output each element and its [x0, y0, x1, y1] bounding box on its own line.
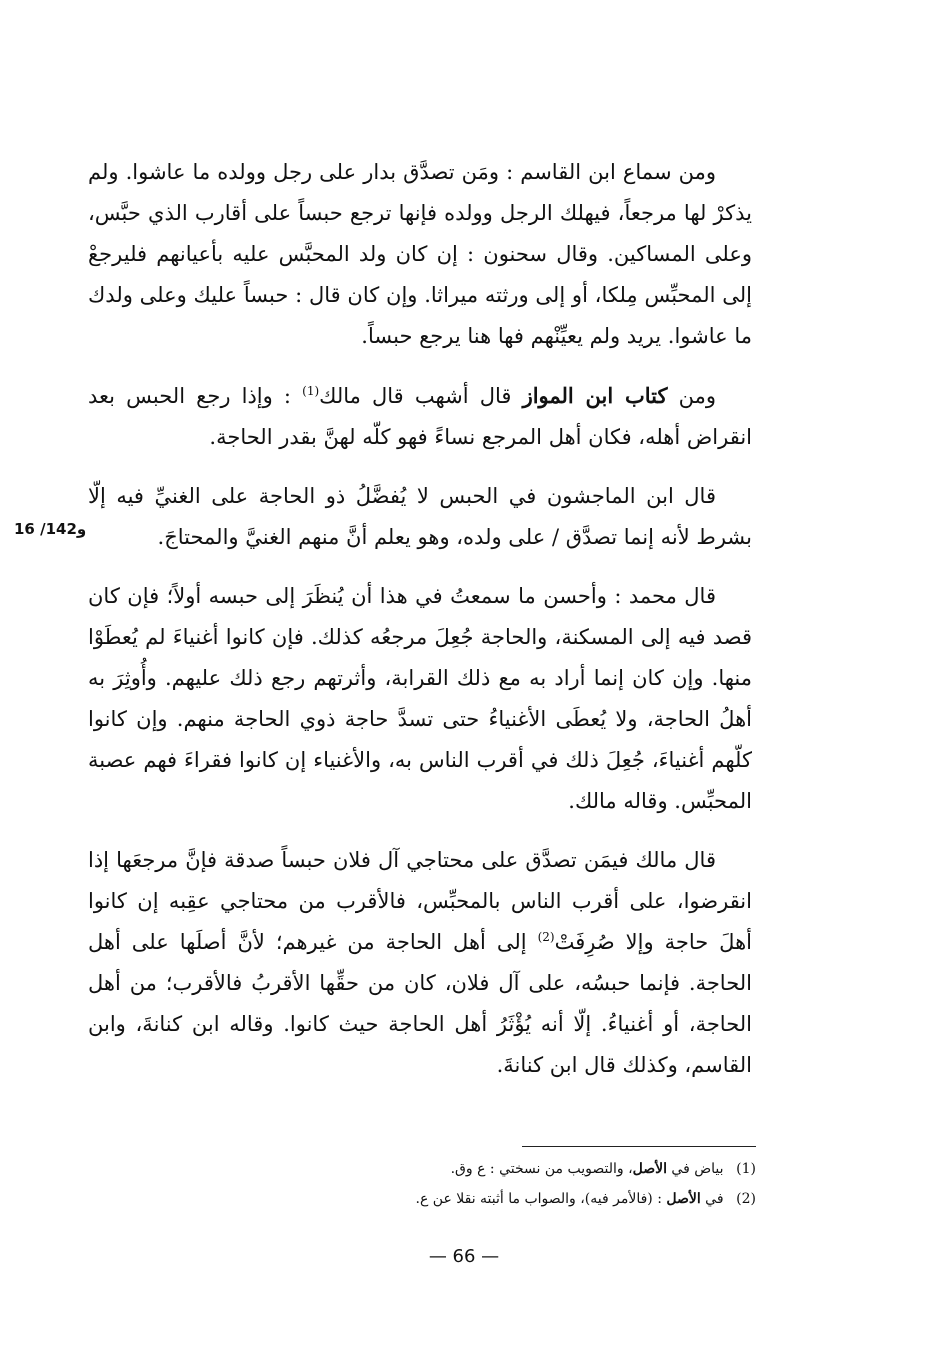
footnote-bold: الأصل [632, 1161, 667, 1177]
footnote-bold: الأصل [666, 1191, 701, 1207]
footnote-text: : (فالأمر فيه)، والصواب ما أثبته نقلا عن ع. [415, 1191, 667, 1207]
manuscript-folio-note: 16 /142و [14, 520, 87, 538]
footnote-text: بياض في [666, 1161, 724, 1177]
footnote-1 [300, 1154, 756, 1184]
paragraph-2 [88, 375, 752, 458]
paragraph-text: قال مالك فيمَن تصدَّق على محتاجي آل فلان حبساً صدقة فإنَّ مرجعَها إذا انقرضوا، على أقرب الناس بالمحبِّس، فالأقرب من محتاجي عقِبه إن كانوا أهلَ حاجة وإلا صُرِفَتْ [88, 848, 752, 954]
footnote-number: (1) [736, 1161, 756, 1177]
footnote-ref: (2) [537, 930, 555, 944]
paragraph-text: ومن سماع ابن القاسم : ومَن تصدَّق بدار على رجل وولده ما عاشوا. ولم يذكرْ لها مرجعاً، فيهلك الرجل وولده فإنها ترجع حبساً على أقارب الذي حبَّس، وعلى المساكين. وقال سحنون : إن كان ولد المحبَّس عليه بأعيانهم فليرجعْ إلى المحبِّس مِلكا، أو إلى ورثته ميراثا. وإن كان قال : حبساً عليك وعلى ولدك ما عاشوا. يريد ولم يعيِّنْهم فها هنا يرجع حبساً. [88, 160, 752, 348]
main-text [88, 152, 752, 1104]
paragraph-text: قال أشهب قال مالك [319, 384, 523, 408]
paragraph-text: : وإذا رجع الحبس بعد انقراض أهله، فكان أهل المرجع نساءً فهو كلّه لهنَّ بقدر الحاجة. [88, 384, 752, 449]
paragraph-3 [88, 476, 752, 558]
book-title: كتاب ابن المواز [522, 383, 668, 408]
paragraph-text: إلى أهل الحاجة من غيرهم؛ لأنَّ أصلَها على أهل الحاجة. فإنما حبسُه، على آل فلان، كان من حقِّها الأقربُ فالأقرب؛ من أهل الحاجة، أو أغنياءُ. إلّا أنه يُؤْثَرُ أهل الحاجة حيث كانوا. وقاله ابن كنانةَ، وابن القاسم، وكذلك قال ابن كنانةَ. [88, 930, 752, 1077]
paragraph-text: ومن [667, 384, 716, 408]
paragraph-1 [88, 152, 752, 357]
footnote-2 [300, 1184, 756, 1214]
paragraph-4 [88, 576, 752, 822]
footnote-text: في [700, 1191, 724, 1207]
paragraph-5 [88, 840, 752, 1086]
footnote-text: ، والتصويب من نسختي : ع وق. [450, 1161, 633, 1177]
page-number: — 66 — [428, 1246, 500, 1267]
footnote-ref: (1) [302, 384, 320, 398]
paragraph-text: قال ابن الماجشون في الحبس لا يُفضَّلُ ذو الحاجة على الغنيِّ فيه إلّا بشرط لأنه إنما تصدَّق / على ولده، وهو يعلم أنَّ منهم الغنيَّ والمحتاجَ. [88, 484, 752, 549]
footnote-number: (2) [736, 1191, 756, 1207]
footnotes [300, 1154, 756, 1214]
paragraph-text: قال محمد : وأحسن ما سمعتُ في هذا أن يُنظَرَ إلى حبسه أولاً؛ فإن كان قصد فيه إلى المسكنة، والحاجة جُعِلَ مرجعُه كذلك. فإن كانوا أغنياءَ لم يُعطَوْا منها. وإن كان إنما أراد به مع ذلك القرابة، وأثرتهم رجع ذلك عليهم. وأُوثِرَ به أهلُ الحاجة، ولا يُعطَى الأغنياءُ حتى تسدَّ حاجة ذوي الحاجة منهم. وإن كانوا كلّهم أغنياءَ، جُعِلَ ذلك في أقرب الناس به، والأغنياء إن كانوا فقراءَ فهم عصبة المحبِّس. وقاله مالك. [88, 584, 752, 813]
footnote-divider [522, 1146, 756, 1147]
